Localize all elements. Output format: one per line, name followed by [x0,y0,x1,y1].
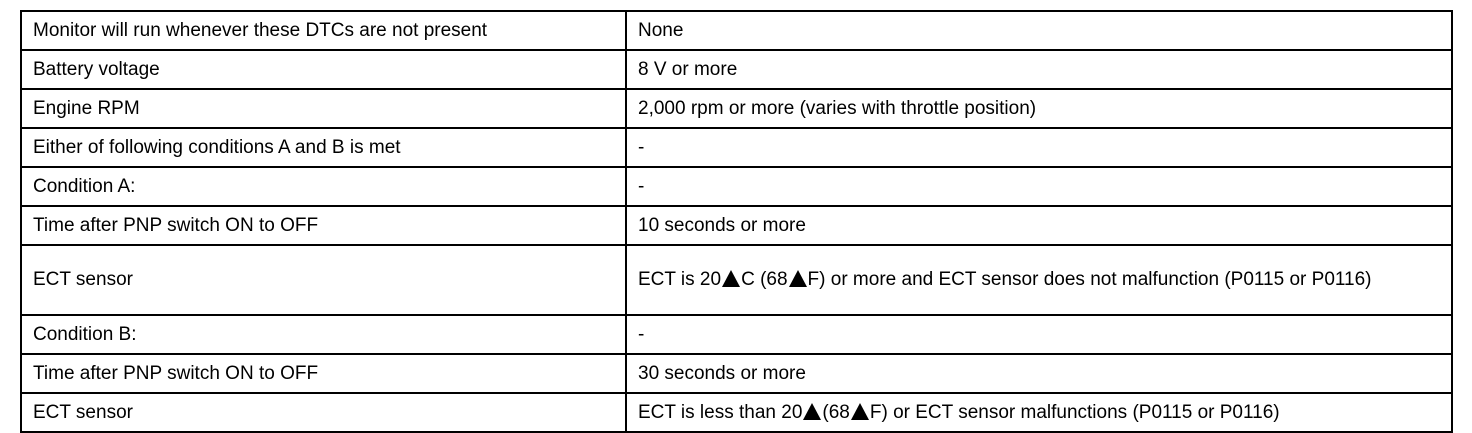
degree-triangle-icon [851,403,869,420]
table-row [21,167,1452,206]
table-row [21,128,1452,167]
condition-cell: ECT sensor [21,393,626,432]
table-row [21,245,1452,315]
spec-text-part: (68 [822,401,850,423]
table-row [21,11,1452,50]
condition-cell: Condition B: [21,315,626,354]
table-row [21,50,1452,89]
spec-cell: - [626,167,1452,206]
spec-cell [626,393,1452,432]
condition-cell: Time after PNP switch ON to OFF [21,206,626,245]
condition-cell: Battery voltage [21,50,626,89]
spec-text-part: ECT is 20 [638,269,722,290]
condition-cell: ECT sensor [21,245,626,315]
table-row [21,315,1452,354]
table-row [21,354,1452,393]
condition-cell: Either of following conditions A and B is met [21,128,626,167]
spec-cell: None [626,11,1452,50]
condition-cell: Condition A: [21,167,626,206]
condition-cell: Engine RPM [21,89,626,128]
condition-cell: Time after PNP switch ON to OFF [21,354,626,393]
degree-triangle-icon [803,403,821,420]
condition-cell: Monitor will run whenever these DTCs are not present [21,11,626,50]
spec-cell: - [626,128,1452,167]
spec-text-part: F) or ECT sensor malfunctions (P0115 or P0116) [869,401,1280,423]
spec-cell: 2,000 rpm or more (varies with throttle position) [626,89,1452,128]
table-row [21,393,1452,432]
spec-cell: 8 V or more [626,50,1452,89]
table-row [21,206,1452,245]
spec-cell: 30 seconds or more [626,354,1452,393]
conditions-table-container [20,10,1451,433]
spec-text-part: C (68 [741,269,788,290]
table-row [21,89,1452,128]
spec-text-part: F) or more and ECT sensor does not malfunction (P0115 or P0116) [807,269,1372,290]
spec-cell: 10 seconds or more [626,206,1452,245]
degree-triangle-icon [722,270,740,287]
degree-triangle-icon [789,270,807,287]
spec-text-part: ECT is less than 20 [638,401,803,423]
spec-cell: - [626,315,1452,354]
spec-cell [626,245,1452,315]
monitor-conditions-table [20,10,1453,433]
